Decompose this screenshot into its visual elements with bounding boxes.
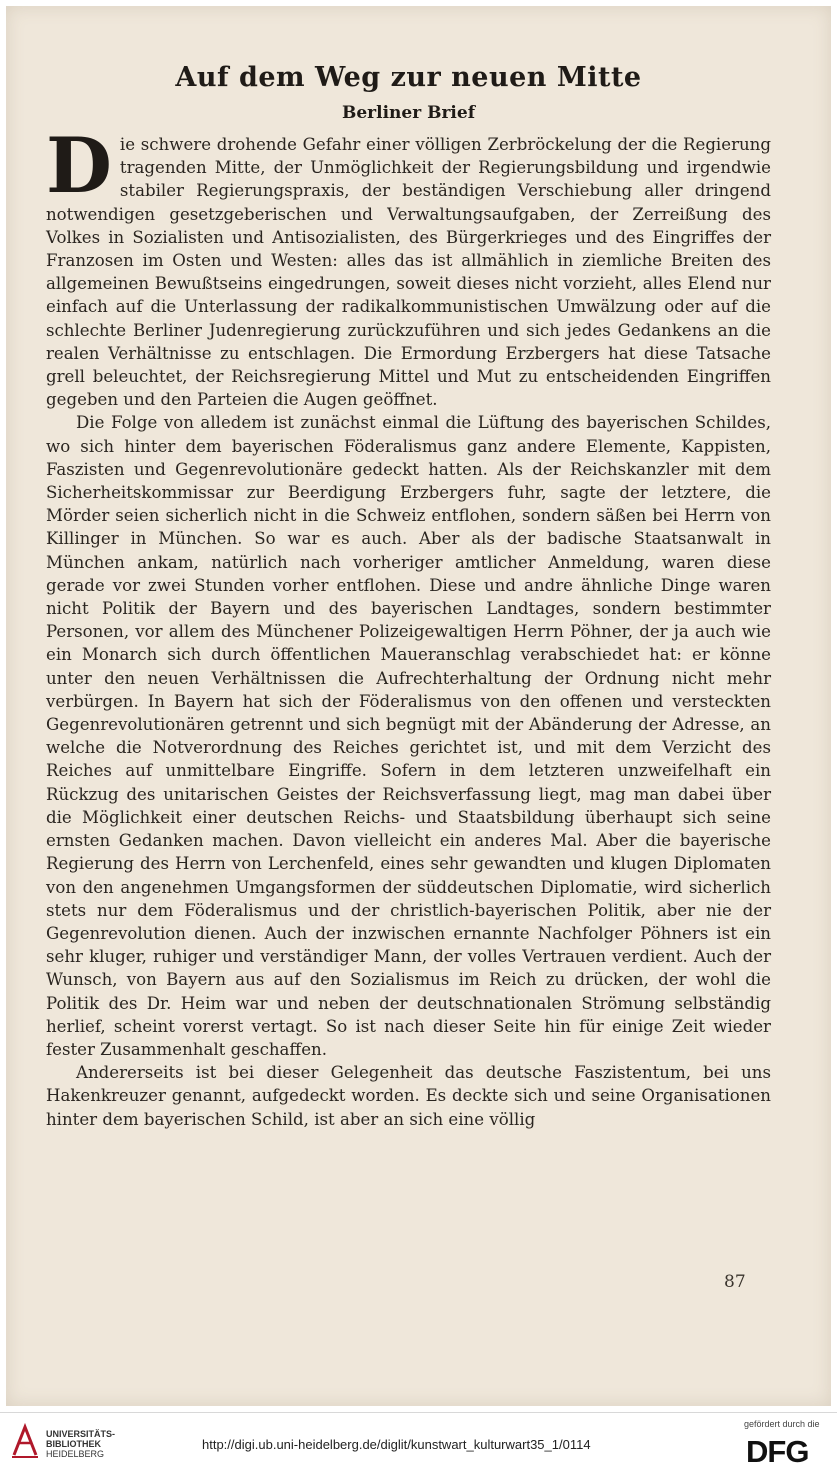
library-line-1: UNIVERSITÄTS- xyxy=(46,1429,116,1439)
paragraph-3: Andererseits ist bei dieser Gelegenheit das deutsche Faszistentum, bei uns Hakenkreuzer genannt, aufgedeckt worden. Es deckte sich und seine Organisationen hinter dem bayerischen Schild, ist aber an sich eine völlig xyxy=(46,1063,771,1129)
library-line-2: BIBLIOTHEK xyxy=(46,1439,101,1449)
paragraph-1-text: ie schwere drohende Gefahr einer völligen Zerbröckelung der die Regierung tragenden Mitte, der Unmöglichkeit der Regierungsbildung und irgendwie stabiler Regierungspraxis, der beständigen Verschiebung aller dringend notwendigen gesetzgeberischen und Verwaltungsaufgaben, der Zerreißung des Volkes in Sozialisten und Antisozialisten, des Bürgerkrieges und des Eingriffes der Franzosen im Osten und Westen: alles das ist allmählich in ziemliche Breiten des allgemeinen Bewußtseins eingedrungen, soweit dieses nicht vorzieht, alles Elend nur einfach auf die Unterlassung der radikalkommunistischen Umwälzung oder auf die schlechte Berliner Judenregierung zurückzuführen und sich jedes Gedankens an die realen Verhältnisse zu entschlagen. Die Ermordung Erzbergers hat diese Tatsache grell beleuchtet, der Reichsregierung Mittel und Mut zu entscheidenden Eingriffen gegeben und den Parteien die Augen geöffnet. xyxy=(46,135,771,410)
heidelberg-university-library-logo-icon[interactable] xyxy=(10,1423,40,1459)
article-subtitle: Berliner Brief xyxy=(341,103,476,123)
library-line-3: HEIDELBERG xyxy=(46,1449,105,1459)
drop-cap: D xyxy=(46,121,112,210)
funded-by-label: gefördert durch die xyxy=(744,1419,820,1429)
page-number: 87 xyxy=(724,1272,746,1292)
article-title: Auf dem Weg zur neuen Mitte xyxy=(175,62,642,93)
article xyxy=(46,62,771,1131)
scanned-page xyxy=(6,6,831,1406)
source-url-link[interactable]: http://digi.ub.uni-heidelberg.de/diglit/kunstwart_kulturwart35_1/0114 xyxy=(202,1437,591,1452)
digitization-footer xyxy=(0,1412,837,1474)
library-name xyxy=(46,1429,116,1459)
paragraph-1 xyxy=(46,121,771,411)
dfg-logo[interactable]: DFG xyxy=(746,1434,809,1469)
paragraph-2: Die Folge von alledem ist zunächst einmal die Lüftung des bayerischen Schildes, wo sich hinter dem bayerischen Föderalismus ganz andere Elemente, Kappisten, Faszisten und Gegenrevolutionäre gedeckt hatten. Als der Reichskanzler mit dem Sicherheitskommissar zur Beerdigung Erzbergers fuhr, sagte der letztere, die Mörder seien sicherlich nicht in die Schweiz entflohen, sondern säßen bei Herrn von Killinger in München. So war es auch. Aber als der badische Staatsanwalt in München ankam, natürlich nach vorheriger amtlicher Anmeldung, waren diese gerade vor zwei Stunden vorher entflohen. Diese und andre ähnliche Dinge waren nicht Politik der Bayern und des bayerischen Landtages, sondern bestimmter Personen, vor allem des Münchener Polizeigewaltigen Herrn Pöhner, der ja auch wie ein Monarch sich durch öffentlichen Maueranschlag verabschiedet hat: er könne unter den neuen Verhältnissen die Aufrechterhaltung der Ordnung nicht mehr verbürgen. In Bayern hat sich der Föderalismus von den offenen und versteckten Gegenrevolutionären getrennt und sich begnügt mit der Abänderung der Adresse, an welche die Notverordnung des Reiches gerichtet ist, und mit dem Verzicht des Reiches auf unmittelbare Eingriffe. Sofern in dem letzteren unzweifelhaft ein Rückzug des unitarischen Geistes der Reichsverfassung liegt, mag man dabei über die Möglichkeit einer deutschen Reichs- und Staatsbildung überhaupt sich seine ernsten Gedanken machen. Davon vielleicht ein anderes Mal. Aber die bayerische Regierung des Herrn von Lerchenfeld, eines sehr gewandten und klugen Diplomaten von den angenehmen Umgangsformen der süddeutschen Diplomatie, wird sicherlich stets nur dem Föderalismus und der christlich-bayerischen Politik, aber nie der Gegenrevolution dienen. Auch der inzwischen ernannte Nachfolger Pöhners ist ein sehr kluger, ruhiger und verständiger Mann, der volles Vertrauen verdient. Auch der Wunsch, von Bayern aus auf den Sozialismus im Reich zu drücken, der wohl die Politik des Dr. Heim war und neben der deutschnationalen Strömung selbständig herlief, scheint vorerst vertagt. So ist nach dieser Seite hin für einige Zeit wieder fester Zusammenhalt geschaffen. xyxy=(46,413,771,1059)
